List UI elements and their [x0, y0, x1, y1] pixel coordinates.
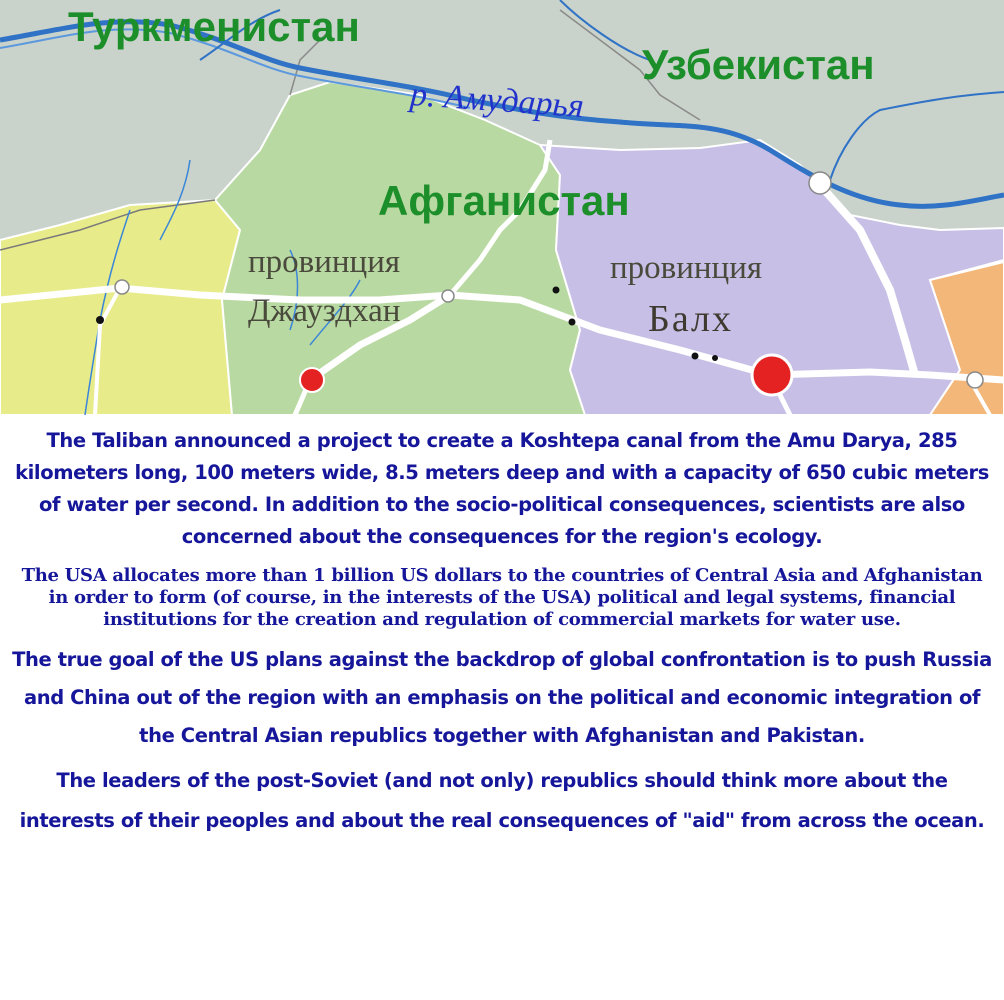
uzbekistan-label: Узбекистан	[642, 41, 875, 88]
village-marker	[712, 355, 718, 361]
village-marker	[96, 316, 104, 324]
jowzjan-label: Джауздхан	[248, 293, 401, 329]
map-image	[0, 0, 1004, 415]
town-marker	[442, 290, 454, 302]
balkh-capital-marker	[752, 355, 792, 395]
province-label-balkh: провинция	[610, 250, 763, 286]
balkh-label: Балх	[648, 298, 733, 340]
afghanistan-label: Афганистан	[378, 177, 630, 224]
town-marker	[809, 172, 831, 194]
town-marker	[115, 280, 129, 294]
village-marker	[692, 353, 699, 360]
amu-darya-label: р. Амударья	[408, 75, 586, 126]
province-label-jowzjan: провинция	[248, 244, 401, 280]
paragraph-leaders: The leaders of the post-Soviet (and not only) republics should think more about the interests of their peoples and about the real consequences of "aid" from across the ocean.	[19, 769, 985, 832]
paragraph-usa-funding: The USA allocates more than 1 billion US dollars to the countries of Central Asia and Afghanistan in order to form (of course, in the interests of the USA) political and legal systems, financial institutions for the creation and regulation of commercial markets for water use.	[21, 565, 983, 630]
village-marker	[553, 287, 560, 294]
paragraph-canal-project: The Taliban announced a project to create a Koshtepa canal from the Amu Darya, 285 kilometers long, 100 meters wide, 8.5 meters deep and with a capacity of 650 cubic meters of water per second. In addition to the socio-political consequences, scientists are also concerned about the consequences for the region's ecology.	[15, 429, 989, 548]
turkmenistan-label: Туркменистан	[68, 3, 360, 50]
jowzjan-capital-marker	[300, 368, 324, 392]
town-marker	[967, 372, 983, 388]
paragraph-us-goal: The true goal of the US plans against the backdrop of global confrontation is to push Russia and China out of the region with an emphasis on the political and economic integration of the Central Asian republics together with Afghanistan and Pakistan.	[12, 648, 992, 747]
article-text	[0, 415, 1004, 841]
west-province-region	[0, 200, 240, 415]
village-marker	[569, 319, 576, 326]
